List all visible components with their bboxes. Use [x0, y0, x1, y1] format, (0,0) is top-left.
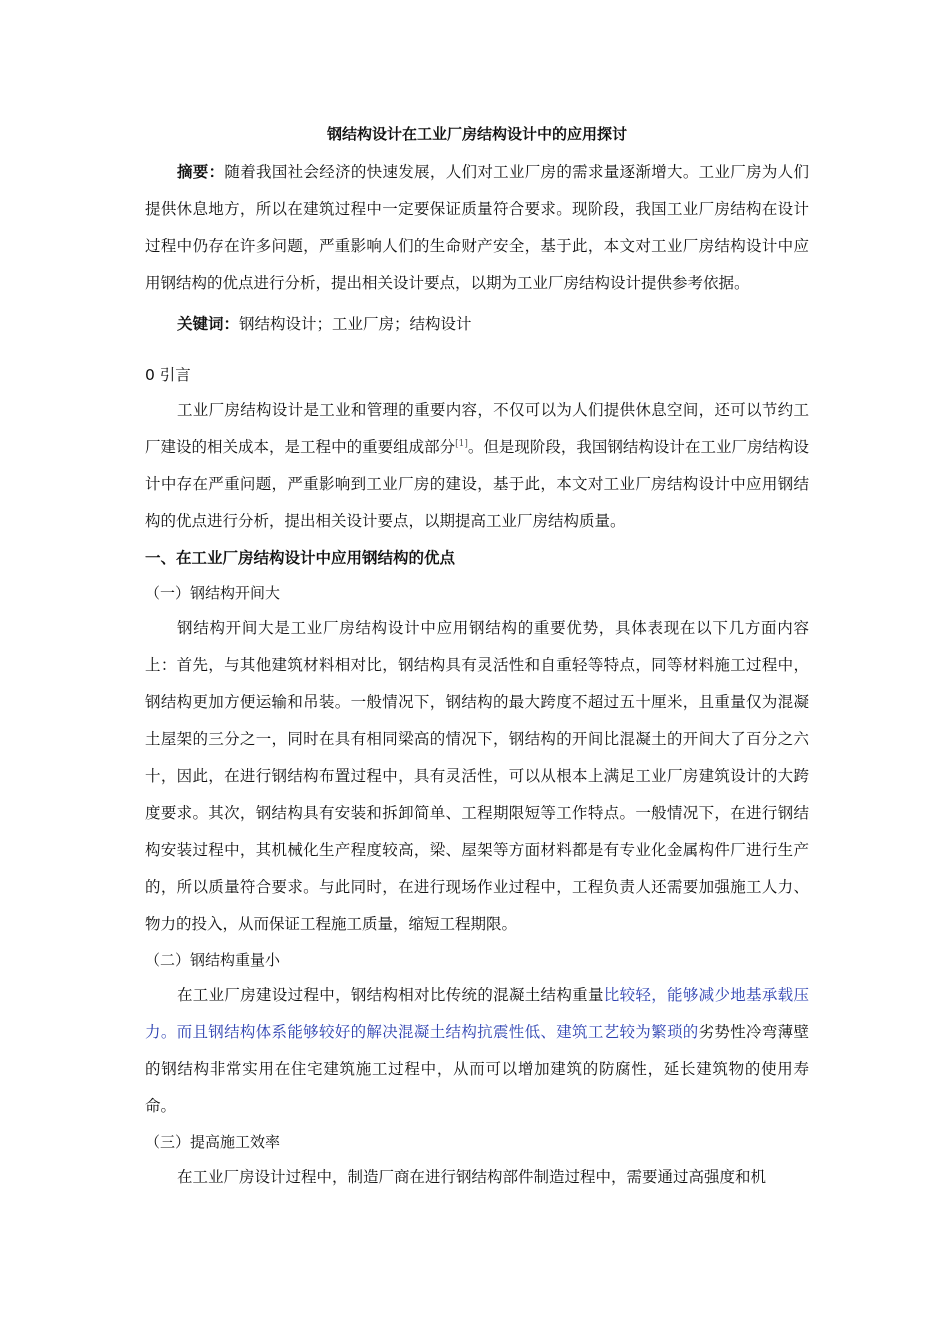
keywords-text: 钢结构设计；工业厂房；结构设计 — [239, 315, 472, 333]
subsection-paragraph-1: 钢结构开间大是工业厂房结构设计中应用钢结构的重要优势，具体表现在以下几方面内容上：首先，与其他建筑材料相对比，钢结构具有灵活性和自重轻等特点，同等材料施工过程中，钢结构更加方便运输和吊装。一般情况下，钢结构的最大跨度不超过五十厘米，且重量仅为混凝土屋架的三分之一，同时在具有相同梁高的情况下，钢结构的开间比混凝土的开间大了百分之六十，因此，在进行钢结构布置过程中，具有灵活性，可以从根本上满足工业厂房建筑设计的大跨度要求。其次，钢结构具有安装和拆卸简单、工程期限短等工作特点。一般情况下，在进行钢结构安装过程中，其机械化生产程度较高，梁、屋架等方面材料都是有专业化金属构件厂进行生产的，所以质量符合要求。与此同时，在进行现场作业过程中，工程负责人还需要加强施工人力、物力的投入，从而保证工程施工质量，缩短工程期限。 — [145, 618, 809, 933]
subsection-heading-1: （一）钢结构开间大 — [145, 583, 281, 602]
abstract-text: 随着我国社会经济的快速发展，人们对工业厂房的需求量逐渐增大。工业厂房为人们提供休息地方，所以在建筑过程中一定要保证质量符合要求。现阶段，我国工业厂房结构在设计过程中仍存在许多问题，严重影响人们的生命财产安全，基于此，本文对工业厂房结构设计中应用钢结构的优点进行分析，提出相关设计要点，以期为工业厂房结构设计提供参考依据。 — [145, 163, 809, 292]
sub2-text-plain-2: 劣势性冷弯薄壁的钢结构非常实用在住宅建筑施工过程中，从而可以增加建筑的防腐性，延长建筑物的使用寿命。 — [145, 1022, 809, 1115]
keywords-label: 关键词： — [177, 315, 240, 333]
intro-text-1: 工业厂房结构设计是工业和管理的重要内容，不仅可以为人们提供休息空间，还可以节约工厂建设的相关成本，是工程中的重要组成部分 — [145, 400, 809, 456]
subsection-heading-3: （三）提高施工效率 — [145, 1132, 281, 1151]
subsection-paragraph-3: 在工业厂房设计过程中，制造厂商在进行钢结构部件制造过程中，需要通过高强度和机 — [177, 1167, 767, 1186]
intro-text-2: 。但是现阶段，我国钢结构设计在工业厂房结构设计中存在严重问题，严重影响到工业厂房的建设，基于此，本文对工业厂房结构设计中应用钢结构的优点进行分析，提出相关设计要点，以期提高工业厂房结构质量。 — [145, 437, 809, 530]
sub2-text-highlight: 比较轻，能够减少地基承载压力。而且钢结构体系能够较好的解决混凝土结构抗震性低、建筑工艺较为繁琐的 — [145, 985, 809, 1041]
paper-title: 钢结构设计在工业厂房结构设计中的应用探讨 — [326, 125, 627, 143]
subsection-heading-2: （二）钢结构重量小 — [145, 950, 281, 969]
intro-paragraph — [145, 392, 809, 540]
subsection-paragraph-2 — [145, 977, 809, 1125]
citation-marker[interactable]: [1] — [455, 438, 468, 449]
sub2-text-plain-1: 在工业厂房建设过程中，钢结构相对比传统的混凝土结构重量 — [177, 985, 604, 1004]
intro-heading: 0 引言 — [145, 365, 191, 384]
section-heading-1: 一、在工业厂房结构设计中应用钢结构的优点 — [145, 548, 456, 567]
keywords-line — [145, 306, 809, 342]
document-page — [145, 122, 809, 1196]
abstract-paragraph — [145, 154, 809, 302]
abstract-label: 摘要： — [177, 163, 225, 181]
